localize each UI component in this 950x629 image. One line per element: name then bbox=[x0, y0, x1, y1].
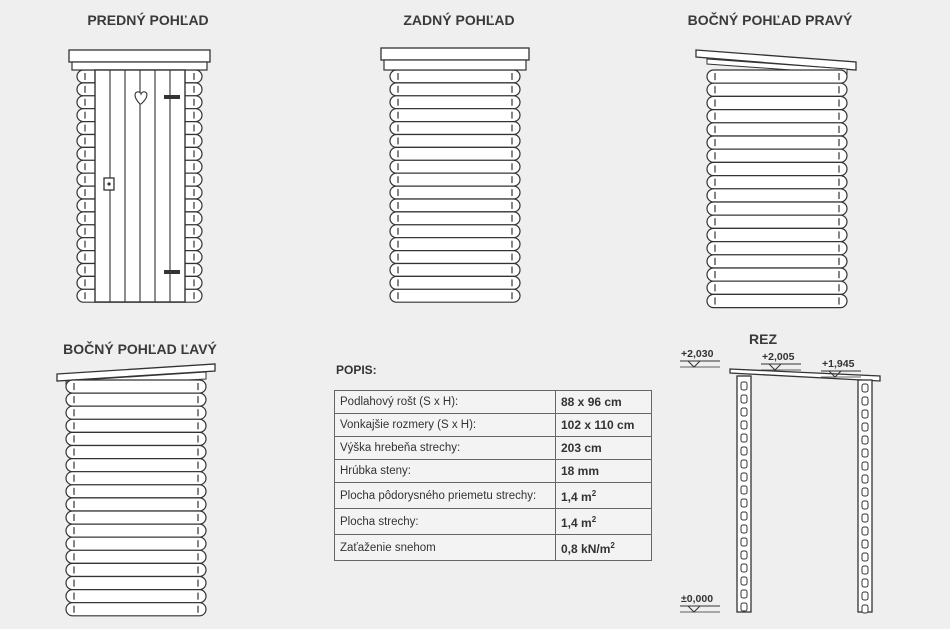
spec-key: Výška hrebeňa strechy: bbox=[335, 437, 556, 460]
log-profile bbox=[741, 434, 747, 442]
wall-log bbox=[66, 563, 206, 576]
wall-log bbox=[390, 160, 520, 173]
wall-log bbox=[390, 225, 520, 238]
spec-key: Vonkajšie rozmery (S x H): bbox=[335, 414, 556, 437]
wall-log bbox=[66, 380, 206, 393]
roof-board bbox=[381, 48, 529, 60]
level-marker-icon bbox=[769, 364, 781, 370]
wall-log bbox=[707, 189, 847, 202]
wall-log bbox=[707, 149, 847, 162]
wall-log bbox=[707, 123, 847, 136]
wall-log bbox=[707, 176, 847, 189]
spec-row bbox=[335, 414, 652, 437]
spec-value bbox=[556, 437, 652, 460]
spec-row bbox=[335, 391, 652, 414]
wall-log bbox=[66, 537, 206, 550]
spec-value-sup: 2 bbox=[610, 541, 615, 550]
wall-log bbox=[707, 136, 847, 149]
log-profile bbox=[862, 553, 868, 561]
spec-value-text: 18 mm bbox=[561, 464, 600, 478]
log-profile bbox=[741, 395, 747, 403]
wall-log bbox=[66, 590, 206, 603]
spec-row bbox=[335, 437, 652, 460]
wall-log bbox=[390, 70, 520, 83]
wall-log bbox=[390, 83, 520, 96]
wall-log bbox=[707, 202, 847, 215]
spec-value-text: 1,4 m bbox=[561, 516, 592, 530]
wall-log bbox=[390, 135, 520, 148]
log-profile bbox=[862, 475, 868, 483]
spec-row bbox=[335, 509, 652, 535]
spec-key: Hrúbka steny: bbox=[335, 460, 556, 483]
log-profile bbox=[862, 605, 868, 613]
log-profile bbox=[741, 421, 747, 429]
keyhole-icon bbox=[107, 182, 110, 185]
level-label-ground: ±0,000 bbox=[681, 593, 714, 605]
log-profile bbox=[741, 447, 747, 455]
spec-value-text: 1,4 m bbox=[561, 490, 592, 504]
right-view-title: BOČNÝ POHĽAD PRAVÝ bbox=[687, 12, 853, 28]
spec-value bbox=[556, 460, 652, 483]
wall-log bbox=[390, 238, 520, 251]
log-profile bbox=[741, 603, 747, 611]
wall-log bbox=[66, 550, 206, 563]
spec-value bbox=[556, 483, 652, 509]
spec-row bbox=[335, 535, 652, 561]
front-view-drawing bbox=[69, 50, 210, 302]
log-profile bbox=[741, 460, 747, 468]
left-view-title: BOČNÝ POHĽAD ĽAVÝ bbox=[63, 341, 217, 357]
log-profile bbox=[862, 423, 868, 431]
spec-value-text: 102 x 110 cm bbox=[561, 418, 635, 432]
spec-value-text: 0,8 kN/m bbox=[561, 542, 611, 556]
spec-value-text: 203 cm bbox=[561, 441, 602, 455]
log-profile bbox=[741, 538, 747, 546]
wall-log bbox=[390, 199, 520, 212]
roof-fascia bbox=[384, 60, 526, 70]
hinge-icon bbox=[164, 270, 180, 274]
level-label-top-left: +2,030 bbox=[681, 348, 714, 360]
log-profile bbox=[741, 512, 747, 520]
wall-log bbox=[390, 251, 520, 264]
log-profile bbox=[741, 382, 747, 390]
log-profile bbox=[862, 527, 868, 535]
wall-log bbox=[707, 162, 847, 175]
wall-log bbox=[707, 110, 847, 123]
log-profile bbox=[862, 501, 868, 509]
roof-fascia bbox=[72, 62, 207, 70]
hinge-icon bbox=[164, 95, 180, 99]
log-profile bbox=[741, 551, 747, 559]
wall-log bbox=[66, 419, 206, 432]
wall-log bbox=[66, 432, 206, 445]
log-profile bbox=[862, 397, 868, 405]
wall-log bbox=[66, 524, 206, 537]
wall-log bbox=[707, 228, 847, 241]
spec-key: Plocha pôdorysného priemetu strechy: bbox=[335, 483, 556, 509]
spec-key: Zaťaženie snehom bbox=[335, 535, 556, 561]
log-profile bbox=[862, 462, 868, 470]
level-marker-icon bbox=[688, 361, 700, 367]
right-view-drawing bbox=[696, 50, 856, 308]
wall-log bbox=[390, 96, 520, 109]
spec-value-text: 88 x 96 cm bbox=[561, 395, 622, 409]
log-profile bbox=[741, 499, 747, 507]
wall-log bbox=[707, 242, 847, 255]
spec-row bbox=[335, 483, 652, 509]
wall-log bbox=[66, 459, 206, 472]
log-profile bbox=[862, 514, 868, 522]
wall-log bbox=[66, 577, 206, 590]
left-view-drawing bbox=[57, 364, 215, 616]
wall-log bbox=[66, 511, 206, 524]
spec-table bbox=[334, 390, 652, 561]
log-profile bbox=[862, 449, 868, 457]
wall-log bbox=[66, 472, 206, 485]
wall-log bbox=[66, 603, 206, 616]
spec-value bbox=[556, 535, 652, 561]
wall-log bbox=[390, 147, 520, 160]
wall-log bbox=[707, 281, 847, 294]
wall-log bbox=[390, 276, 520, 289]
log-profile bbox=[741, 408, 747, 416]
wall-log bbox=[390, 109, 520, 122]
wall-log bbox=[66, 446, 206, 459]
wall-log bbox=[390, 173, 520, 186]
back-view-title: ZADNÝ POHĽAD bbox=[403, 12, 515, 28]
section-title: REZ bbox=[749, 331, 777, 347]
wall-log bbox=[707, 215, 847, 228]
log-profile bbox=[862, 436, 868, 444]
wall-log bbox=[66, 498, 206, 511]
wall-log bbox=[707, 96, 847, 109]
wall-log bbox=[707, 294, 847, 307]
spec-value bbox=[556, 391, 652, 414]
level-marker-icon bbox=[688, 606, 700, 612]
front-view-title: PREDNÝ POHĽAD bbox=[87, 12, 209, 28]
log-profile bbox=[862, 592, 868, 600]
wall-log bbox=[707, 83, 847, 96]
wall-log bbox=[707, 255, 847, 268]
popis-label: POPIS: bbox=[336, 363, 377, 377]
spec-value bbox=[556, 509, 652, 535]
log-profile bbox=[741, 525, 747, 533]
wall-log bbox=[66, 406, 206, 419]
log-profile bbox=[862, 410, 868, 418]
wall-log bbox=[707, 70, 847, 83]
log-profile bbox=[741, 473, 747, 481]
section-drawing bbox=[680, 361, 880, 613]
wall-log bbox=[66, 393, 206, 406]
level-label-top-mid: +2,005 bbox=[762, 351, 795, 363]
spec-value-sup: 2 bbox=[591, 489, 597, 498]
log-profile bbox=[741, 486, 747, 494]
log-profile bbox=[862, 488, 868, 496]
log-profile bbox=[741, 564, 747, 572]
wall-log bbox=[390, 186, 520, 199]
wall-log bbox=[390, 264, 520, 277]
level-label-top-right: +1,945 bbox=[822, 358, 855, 370]
log-profile bbox=[862, 566, 868, 574]
spec-row bbox=[335, 460, 652, 483]
roof-board bbox=[69, 50, 210, 62]
back-view-drawing bbox=[381, 48, 529, 302]
wall-log bbox=[390, 212, 520, 225]
wall-log bbox=[66, 485, 206, 498]
log-profile bbox=[741, 590, 747, 598]
spec-key: Plocha strechy: bbox=[335, 509, 556, 535]
log-profile bbox=[862, 579, 868, 587]
wall-log bbox=[390, 122, 520, 135]
log-profile bbox=[741, 577, 747, 585]
spec-key: Podlahový rošt (S x H): bbox=[335, 391, 556, 414]
log-profile bbox=[862, 540, 868, 548]
wall-log bbox=[707, 268, 847, 281]
wall-log bbox=[390, 289, 520, 302]
spec-value-sup: 2 bbox=[591, 515, 597, 524]
log-profile bbox=[862, 384, 868, 392]
spec-value bbox=[556, 414, 652, 437]
